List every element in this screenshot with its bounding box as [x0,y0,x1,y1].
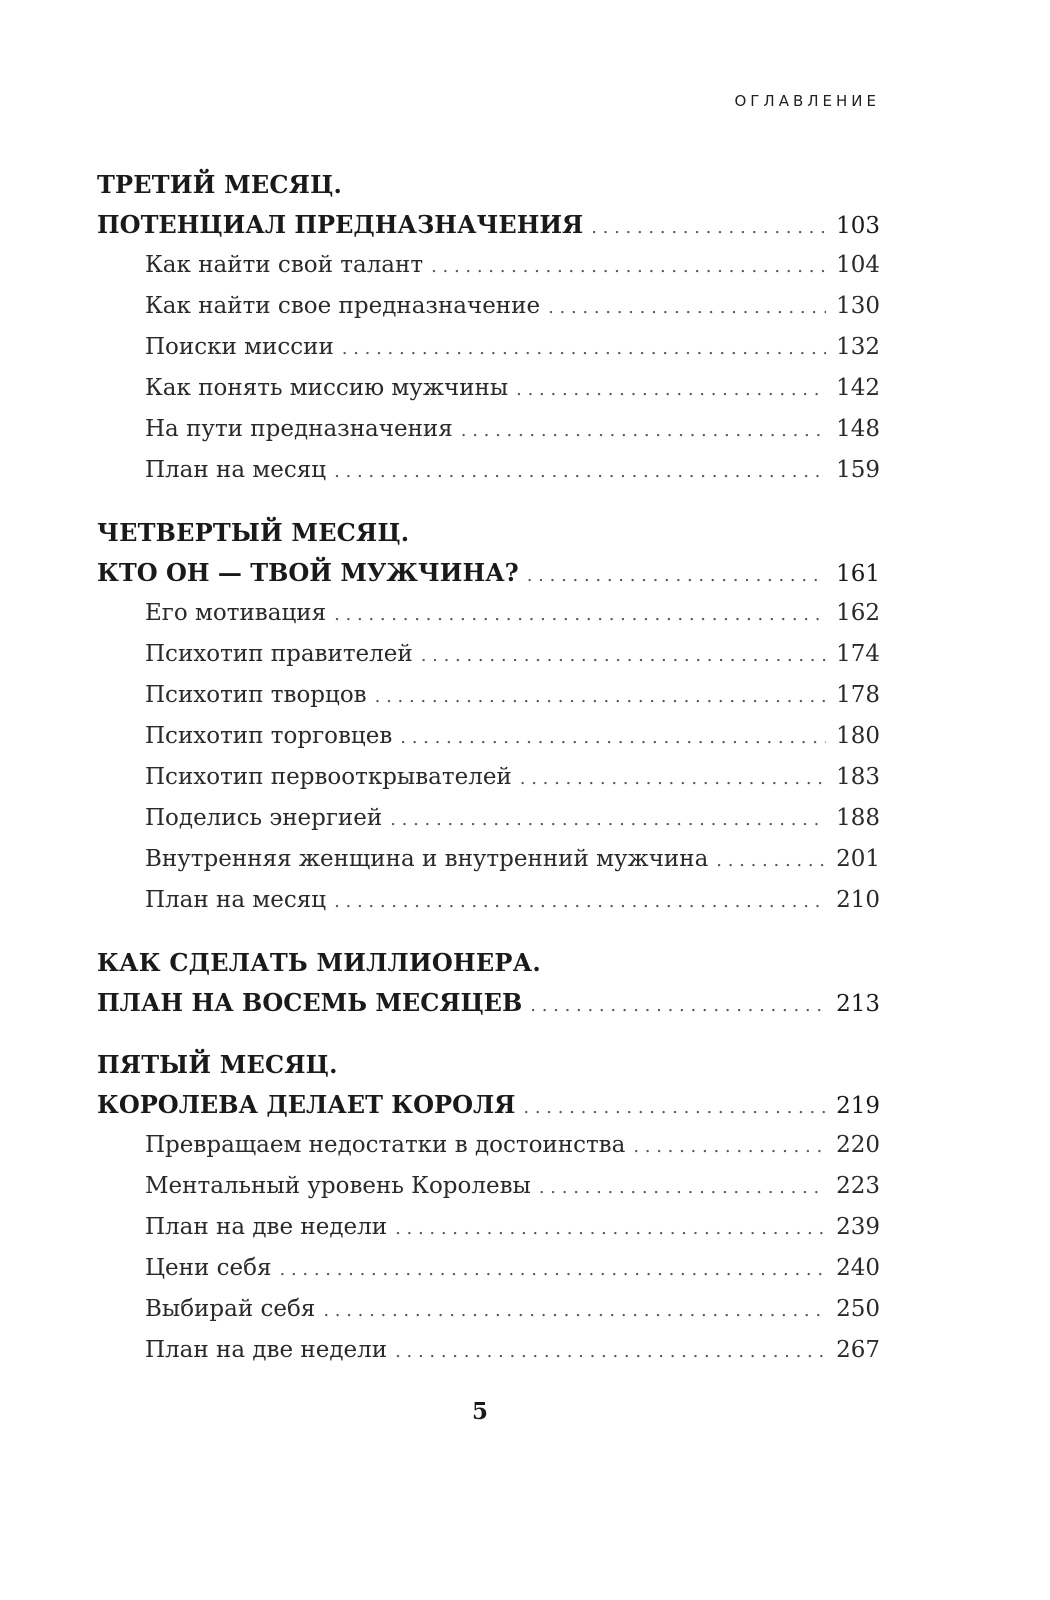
dot-leader [421,635,826,676]
dot-leader [400,717,826,758]
entry-page-number: 178 [836,682,880,708]
section-title-row[interactable] [97,553,880,593]
section-page-number: 103 [836,213,880,239]
toc-entry[interactable] [97,880,880,921]
entry-title: План на две недели [145,1214,388,1240]
entry-title: План на месяц [145,457,327,483]
toc-section [97,165,880,491]
entry-title: Психотип творцов [145,682,367,708]
entry-page-number: 240 [836,1255,880,1281]
entry-page-number: 132 [836,334,880,360]
toc-entry[interactable] [97,675,880,716]
section-title-row[interactable] [97,205,880,245]
toc-entry[interactable] [97,1289,880,1330]
dot-leader [591,208,826,248]
entry-page-number: 148 [836,416,880,442]
entry-title: Выбирай себя [145,1296,316,1322]
toc-entry[interactable] [97,1125,880,1166]
toc-entry[interactable] [97,450,880,491]
toc-section [97,513,880,921]
entry-title: План на две недели [145,1337,388,1363]
entry-page-number: 188 [836,805,880,831]
entry-title: Как понять миссию мужчины [145,375,509,401]
entry-title: План на месяц [145,887,327,913]
dot-leader [548,287,826,328]
page-number: 5 [471,1398,488,1425]
entry-page-number: 180 [836,723,880,749]
dot-leader [395,1331,826,1372]
entry-title: Психотип первооткрывателей [145,764,512,790]
entry-title: Психотип торговцев [145,723,393,749]
entry-page-number: 130 [836,293,880,319]
toc-entry[interactable] [97,1248,880,1289]
entry-page-number: 201 [836,846,880,872]
dot-leader [390,799,826,840]
toc-entry[interactable] [97,1166,880,1207]
toc-entry[interactable] [97,634,880,675]
entry-title: Его мотивация [145,600,327,626]
toc-section [97,943,880,1023]
section-title-line2: ПОТЕНЦИАЛ ПРЕДНАЗНАЧЕНИЯ [97,210,584,239]
toc-entry[interactable] [97,839,880,880]
entry-title: На пути предназначения [145,416,453,442]
section-title-line1: ПЯТЫЙ МЕСЯЦ. [97,1050,338,1079]
section-page-number: 213 [836,991,880,1017]
toc-entry[interactable] [97,368,880,409]
toc-section [97,1045,880,1371]
entry-title: Ментальный уровень Королевы [145,1173,531,1199]
entry-page-number: 267 [836,1337,880,1363]
section-title-row[interactable] [97,1085,880,1125]
entry-page-number: 142 [836,375,880,401]
dot-leader [527,556,826,596]
toc-entry[interactable] [97,1207,880,1248]
entry-title: Превращаем недостатки в достоинства [145,1132,626,1158]
entry-title: Как найти свой талант [145,252,424,278]
toc-entry[interactable] [97,409,880,450]
entry-page-number: 183 [836,764,880,790]
dot-leader [375,676,826,717]
entry-title: Поделись энергией [145,805,383,831]
toc-entry[interactable] [97,286,880,327]
entry-page-number: 250 [836,1296,880,1322]
entry-page-number: 159 [836,457,880,483]
entry-page-number: 223 [836,1173,880,1199]
toc-entry[interactable] [97,757,880,798]
dot-leader [520,758,826,799]
entry-page-number: 220 [836,1132,880,1158]
section-title-line1: ЧЕТВЕРТЫЙ МЕСЯЦ. [97,518,410,547]
section-title-line1: ТРЕТИЙ МЕСЯЦ. [97,170,343,199]
dot-leader [334,451,826,492]
toc-entry[interactable] [97,593,880,634]
entry-page-number: 174 [836,641,880,667]
dot-leader [461,410,826,451]
dot-leader [530,986,826,1026]
section-title-line2: КТО ОН — ТВОЙ МУЖЧИНА? [97,558,519,587]
running-header: ОГЛАВЛЕНИЕ [734,92,880,110]
toc-entry[interactable] [97,327,880,368]
entry-page-number: 162 [836,600,880,626]
toc-entry[interactable] [97,716,880,757]
entry-page-number: 239 [836,1214,880,1240]
toc-entry[interactable] [97,245,880,286]
section-page-number: 219 [836,1093,880,1119]
table-of-contents [97,165,880,1393]
dot-leader [431,246,826,287]
section-page-number: 161 [836,561,880,587]
section-title-line1: КАК СДЕЛАТЬ МИЛЛИОНЕРА. [97,948,541,977]
dot-leader [633,1126,826,1167]
entry-page-number: 104 [836,252,880,278]
dot-leader [334,594,826,635]
dot-leader [280,1249,827,1290]
entry-title: Поиски миссии [145,334,334,360]
dot-leader [342,328,826,369]
dot-leader [716,840,826,881]
entry-title: Внутренняя женщина и внутренний мужчина [145,846,709,872]
entry-title: Цени себя [145,1255,272,1281]
dot-leader [395,1208,826,1249]
section-title-row[interactable] [97,983,880,1023]
entry-page-number: 210 [836,887,880,913]
toc-entry[interactable] [97,1330,880,1371]
section-title-line2: КОРОЛЕВА ДЕЛАЕТ КОРОЛЯ [97,1090,516,1119]
entry-title: Как найти свое предназначение [145,293,541,319]
dot-leader [523,1088,826,1128]
dot-leader [334,881,826,922]
section-title-line2: ПЛАН НА ВОСЕМЬ МЕСЯЦЕВ [97,988,523,1017]
dot-leader [539,1167,826,1208]
toc-entry[interactable] [97,798,880,839]
dot-leader [323,1290,826,1331]
entry-title: Психотип правителей [145,641,413,667]
dot-leader [516,369,826,410]
